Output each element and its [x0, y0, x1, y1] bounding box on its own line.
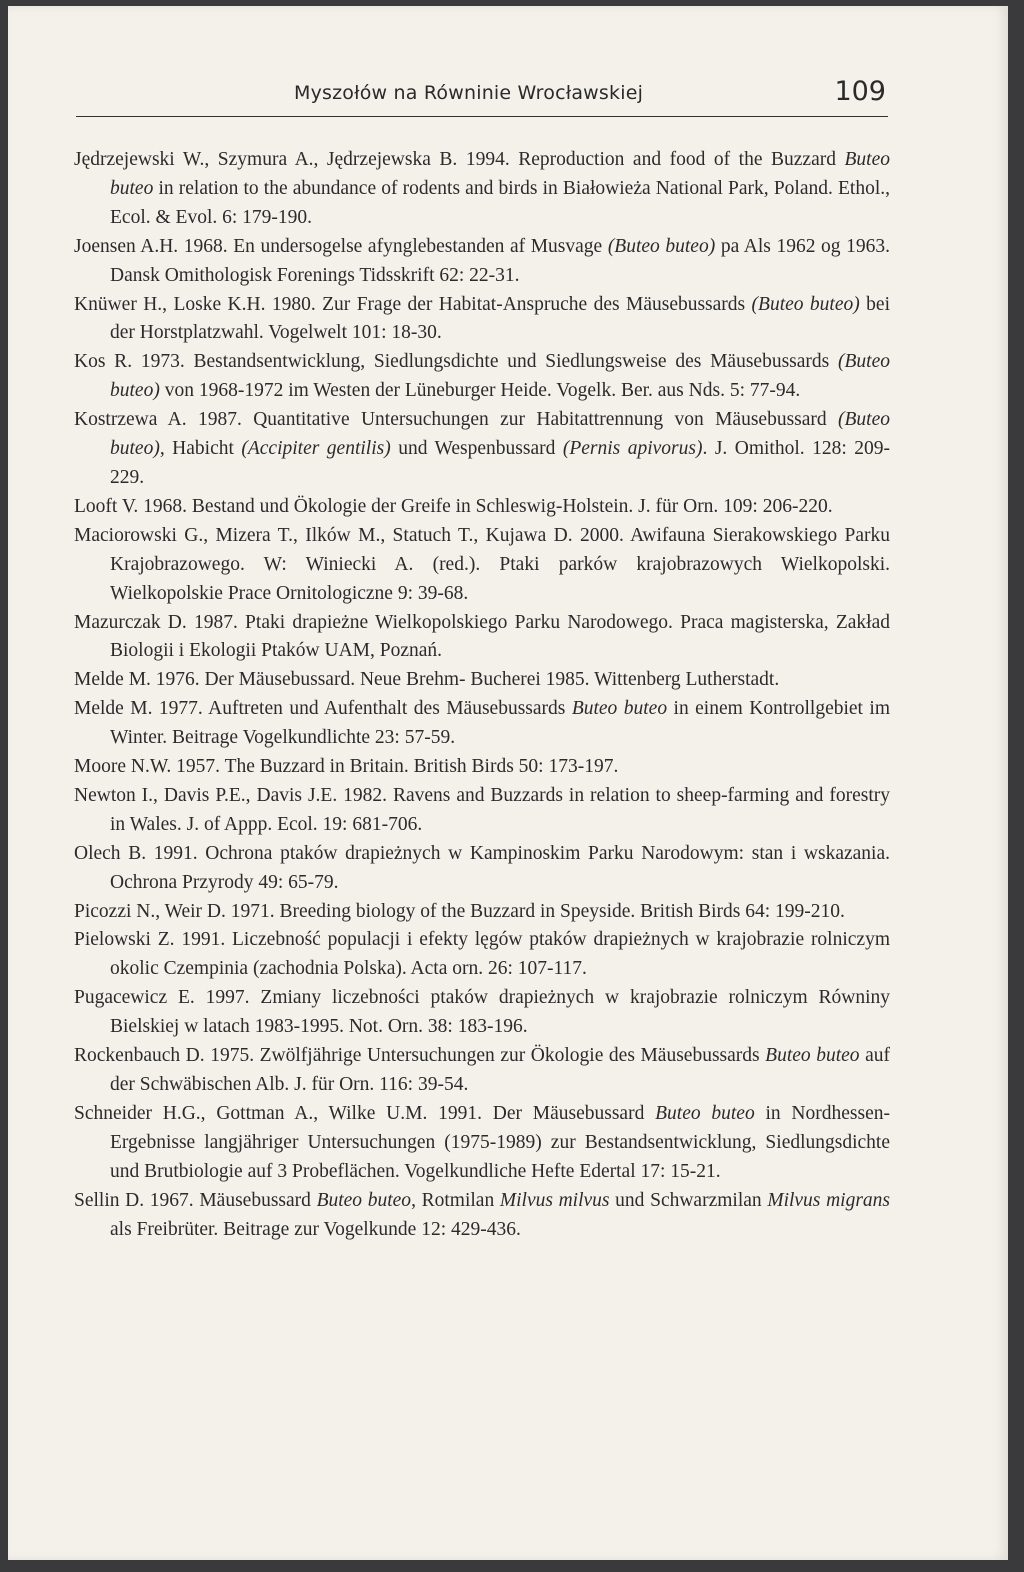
reference-entry [74, 926, 890, 984]
reference-entry [74, 753, 890, 782]
reference-text: Sellin D. 1967. Mäusebussard [74, 1189, 317, 1211]
reference-text: Schneider H.G., Gottman A., Wilke U.M. 1991. Der Mäusebussard [74, 1102, 656, 1124]
reference-text: bei der Horstplatzwahl. Vogelwelt 101: 18-30. [110, 293, 890, 344]
reference-text: Rockenbauch D. 1975. Zwölfjährige Untersuchungen zur Ökologie des Mäusebussards [74, 1045, 766, 1067]
reference-text: Looft V. 1968. Bestand und Ökologie der Greife in Schleswig-Holstein. J. für Orn. 109: 206-220. [74, 495, 833, 517]
reference-text: und Schwarzmilan [609, 1189, 768, 1211]
reference-text: Mazurczak D. 1987. Ptaki drapieżne Wielkopolskiego Parku Narodowego. Praca magisterska, Zakład Biologii i Ekologii Ptaków UAM, Poznań. [74, 611, 890, 662]
reference-entry [74, 898, 890, 927]
reference-italic-text: (Pernis apivorus) [562, 438, 703, 460]
reference-text: als Freibrüter. Beitrage zur Vogelkunde 12: 429-436. [110, 1218, 521, 1240]
reference-text: Pielowski Z. 1991. Liczebność populacji i efekty lęgów ptaków drapieżnych w krajobrazie rolniczym okolic Czempinia (zachodnia Polska). Acta orn. 26: 107-117. [74, 929, 890, 980]
reference-entry [74, 1100, 890, 1187]
reference-entry [74, 1042, 890, 1100]
reference-text: Kostrzewa A. 1987. Quantitative Untersuchungen zur Habitattrennung von Mäusebussard [74, 409, 839, 431]
reference-italic-text: Milvus migrans [767, 1189, 890, 1211]
reference-text: , Rotmilan [411, 1189, 500, 1211]
reference-italic-text: Buteo buteo [110, 149, 890, 199]
reference-entry [74, 348, 890, 406]
reference-italic-text: Buteo buteo [571, 698, 668, 720]
reference-text: Olech B. 1991. Ochrona ptaków drapieżnych w Kampinoskim Parku Narodowym: stan i wskazania. Ochrona Przyrody 49: 65-79. [74, 842, 890, 893]
reference-italic-text: Buteo buteo [655, 1102, 755, 1124]
reference-entry [74, 984, 890, 1042]
reference-entry [74, 522, 890, 609]
reference-text: Newton I., Davis P.E., Davis J.E. 1982. Ravens and Buzzards in relation to sheep-farming and forestry in Wales. J. of Appp. Ecol. 19: 681-706. [74, 784, 890, 835]
reference-text: , Habicht [159, 438, 242, 460]
reference-text: Picozzi N., Weir D. 1971. Breeding biology of the Buzzard in Speyside. British Birds 64: 199-210. [74, 900, 845, 922]
reference-entry [74, 146, 890, 233]
reference-text: Jędrzejewski W., Szymura A., Jędrzejewska B. 1994. Reproduction and food of the Buzzard [74, 149, 845, 170]
reference-italic-text: Buteo buteo [765, 1045, 860, 1067]
reference-text: auf der Schwäbischen Alb. J. für Orn. 116: 39-54. [110, 1045, 891, 1095]
reference-text: Maciorowski G., Mizera T., Ilków M., Statuch T., Kujawa D. 2000. Awifauna Sierakowskiego Parku Krajobrazowego. W: Winiecki A. (red.). Ptaki parków krajobrazowych Wielkopolski. Wielkopolskie Prace Ornitologiczne 9: 39-68. [74, 524, 890, 604]
reference-entry [74, 695, 890, 753]
reference-entry [74, 782, 890, 840]
reference-entry [74, 666, 890, 695]
reference-italic-text: (Buteo buteo) [607, 235, 716, 257]
reference-italic-text: Milvus milvus [499, 1189, 610, 1211]
reference-text: Melde M. 1976. Der Mäusebussard. Neue Brehm- Bucherei 1985. Wittenberg Lutherstadt. [74, 669, 780, 691]
reference-text: Joensen A.H. 1968. En undersogelse afynglebestanden af Musvage [74, 235, 608, 257]
document-page [8, 6, 1008, 1560]
page-number: 109 [834, 76, 886, 107]
reference-italic-text: (Buteo buteo) [751, 293, 860, 315]
reference-text: Knüwer H., Loske K.H. 1980. Zur Frage der Habitat-Anspruche des Mäusebussards [74, 293, 752, 315]
reference-italic-text: Buteo buteo [316, 1189, 412, 1211]
reference-text: in relation to the abundance of rodents and birds in Białowieża National Park, Poland. Ethol., Ecol. & Evol. 6: 179-190. [110, 177, 890, 228]
reference-italic-text: (Accipiter gentilis) [241, 438, 391, 460]
reference-list [74, 146, 890, 1244]
reference-entry [74, 406, 890, 493]
reference-entry [74, 233, 890, 291]
reference-italic-text: (Buteo buteo) [110, 409, 890, 460]
running-title: Myszołów na Równinie Wrocławskiej [294, 82, 644, 104]
reference-entry [74, 291, 890, 349]
reference-entry [74, 493, 890, 522]
reference-text: in Nordhessen-Ergebnisse langjähriger Untersuchungen (1975-1989) zur Bestandsentwicklung, Siedlungsdichte und Brutbiologie auf 3 Probeflächen. Vogelkundliche Hefte Edertal 17: 15-21. [110, 1102, 890, 1182]
reference-text: Melde M. 1977. Auftreten und Aufenthalt des Mäusebussards [74, 698, 572, 720]
reference-italic-text: (Buteo buteo) [110, 351, 890, 402]
reference-text: Pugacewicz E. 1997. Zmiany liczebności ptaków drapieżnych w krajobrazie rolniczym Równiny Bielskiej w latach 1983-1995. Not. Orn. 38: 183-196. [74, 987, 890, 1038]
reference-text: Moore N.W. 1957. The Buzzard in Britain. British Birds 50: 173-197. [74, 756, 619, 778]
reference-text: pa Als 1962 og 1963. Dansk Omithologisk Forenings Tidsskrift 62: 22-31. [110, 235, 891, 286]
reference-text: Kos R. 1973. Bestandsentwicklung, Siedlungsdichte und Siedlungsweise des Mäusebussards [74, 351, 839, 373]
reference-entry [74, 609, 890, 667]
reference-text: von 1968-1972 im Westen der Lüneburger Heide. Vogelk. Ber. aus Nds. 5: 77-94. [159, 380, 801, 402]
reference-text: und Wespenbussard [390, 438, 563, 460]
reference-text: . J. Omithol. 128: 209-229. [110, 438, 890, 488]
reference-entry [74, 840, 890, 898]
page-header [76, 76, 888, 117]
reference-text: in einem Kontrollgebiet im Winter. Beitrage Vogelkundlichte 23: 57-59. [110, 698, 891, 749]
reference-entry [74, 1187, 890, 1245]
